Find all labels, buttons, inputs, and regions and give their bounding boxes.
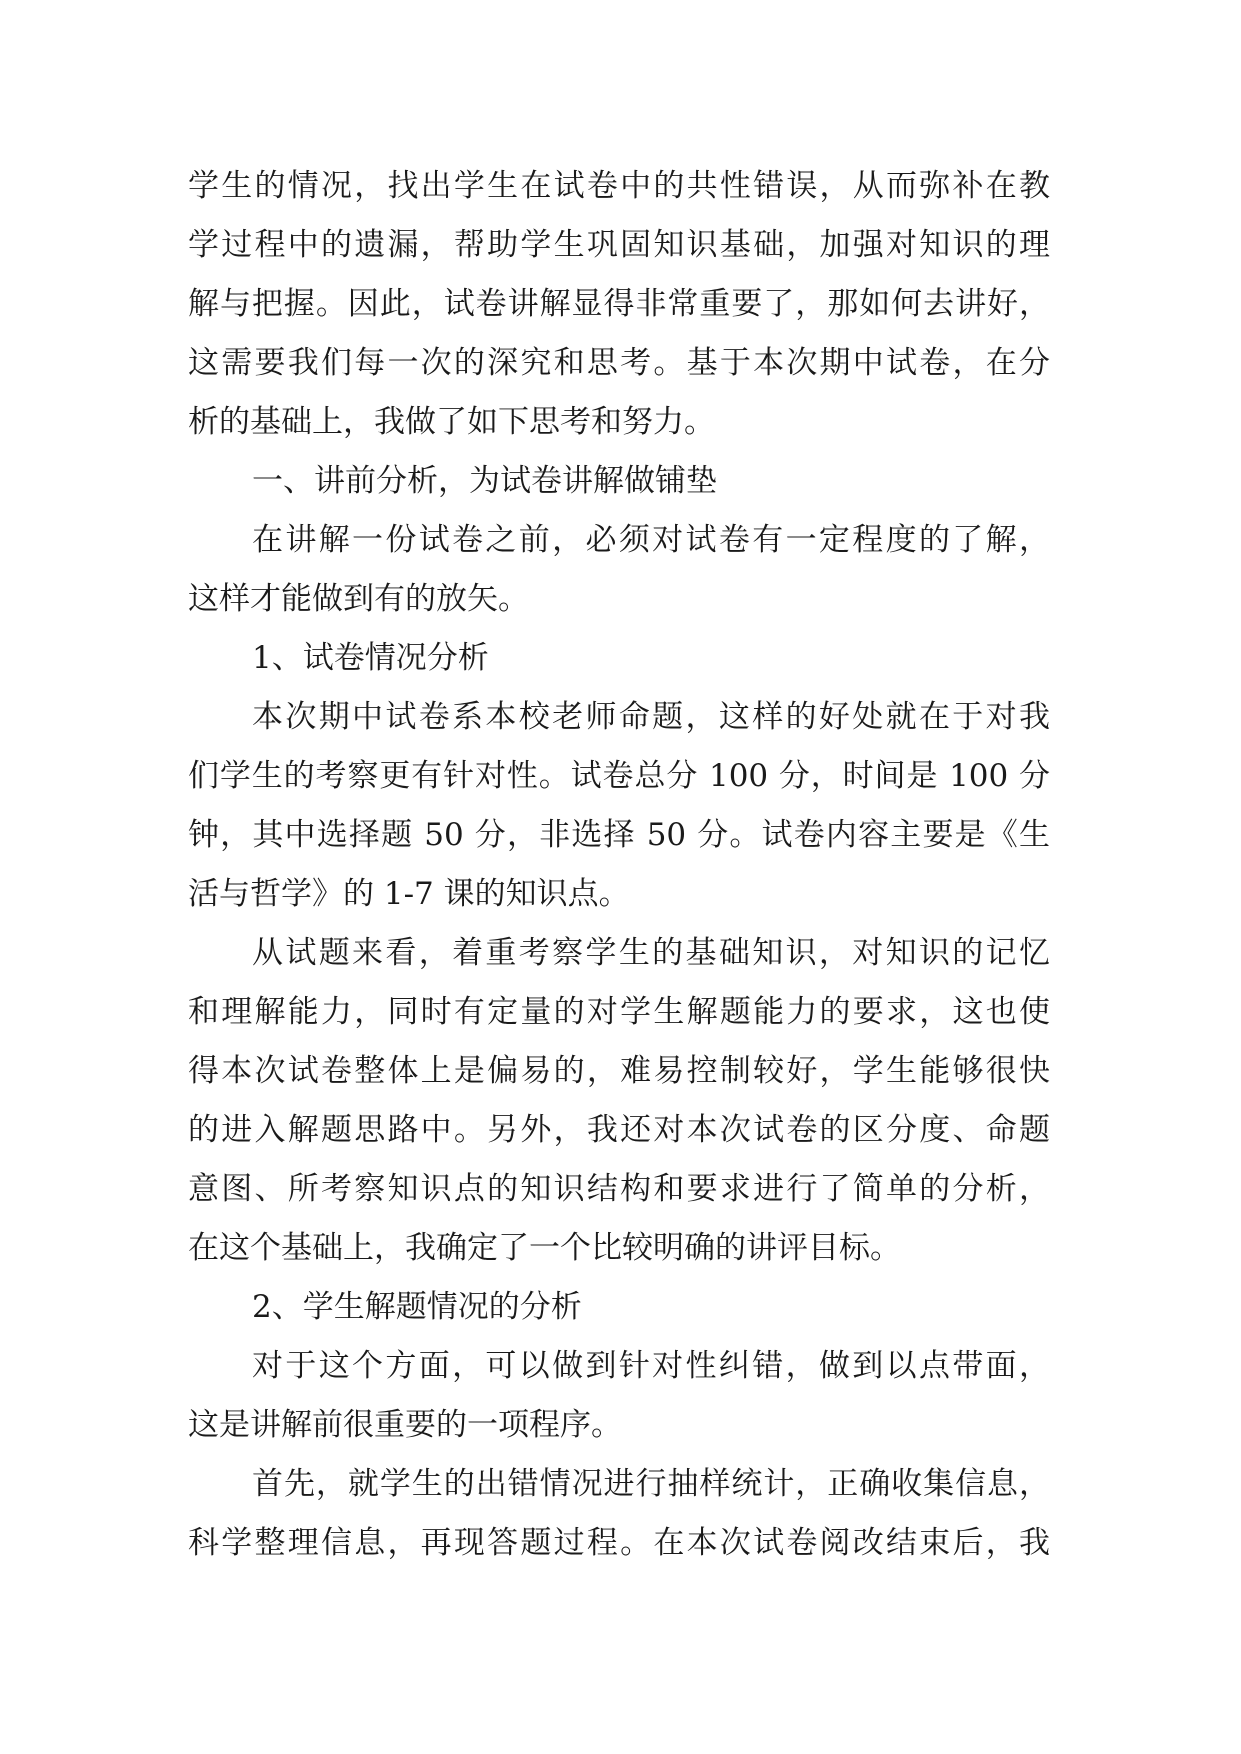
text-line: 在这个基础上，我确定了一个比较明确的讲评目标。 [188, 1230, 901, 1266]
text-line: 对于这个方面，可以做到针对性纠错，做到以点带面， [252, 1348, 1050, 1384]
text-line: 得本次试卷整体上是偏易的，难易控制较好，学生能够很快 [188, 1053, 1050, 1089]
text-line: 解与把握。因此，试卷讲解显得非常重要了，那如何去讲好， [188, 286, 1050, 322]
text-line: 们学生的考察更有针对性。试卷总分 100 分，时间是 100 分 [188, 758, 1050, 794]
text-line: 和理解能力，同时有定量的对学生解题能力的要求，这也使 [188, 994, 1050, 1030]
text-line: 活与哲学》的 1-7 课的知识点。 [188, 876, 630, 912]
section-heading: 一、讲前分析，为试卷讲解做铺垫 [252, 463, 717, 499]
text-line: 学生的情况，找出学生在试卷中的共性错误，从而弥补在教 [188, 168, 1050, 204]
body-text [188, 162, 1050, 1578]
text-line: 的进入解题思路中。另外，我还对本次试卷的区分度、命题 [188, 1112, 1050, 1148]
text-line: 学过程中的遗漏，帮助学生巩固知识基础，加强对知识的理 [188, 227, 1050, 263]
text-line: 这是讲解前很重要的一项程序。 [188, 1407, 622, 1443]
text-line: 科学整理信息，再现答题过程。在本次试卷阅改结束后，我 [188, 1525, 1050, 1561]
text-line: 析的基础上，我做了如下思考和努力。 [188, 404, 715, 440]
subsection-heading: 2、学生解题情况的分析 [252, 1289, 582, 1325]
text-line: 意图、所考察知识点的知识结构和要求进行了简单的分析， [188, 1171, 1050, 1207]
text-line: 首先，就学生的出错情况进行抽样统计，正确收集信息， [252, 1466, 1050, 1502]
text-line: 从试题来看，着重考察学生的基础知识，对知识的记忆 [252, 935, 1050, 971]
subsection-heading: 1、试卷情况分析 [252, 640, 489, 676]
text-line: 这样才能做到有的放矢。 [188, 581, 529, 617]
text-line: 在讲解一份试卷之前，必须对试卷有一定程度的了解， [252, 522, 1050, 558]
text-line: 这需要我们每一次的深究和思考。基于本次期中试卷，在分 [188, 345, 1050, 381]
text-line: 本次期中试卷系本校老师命题，这样的好处就在于对我 [252, 699, 1050, 735]
text-line: 钟，其中选择题 50 分，非选择 50 分。试卷内容主要是《生 [188, 817, 1050, 853]
